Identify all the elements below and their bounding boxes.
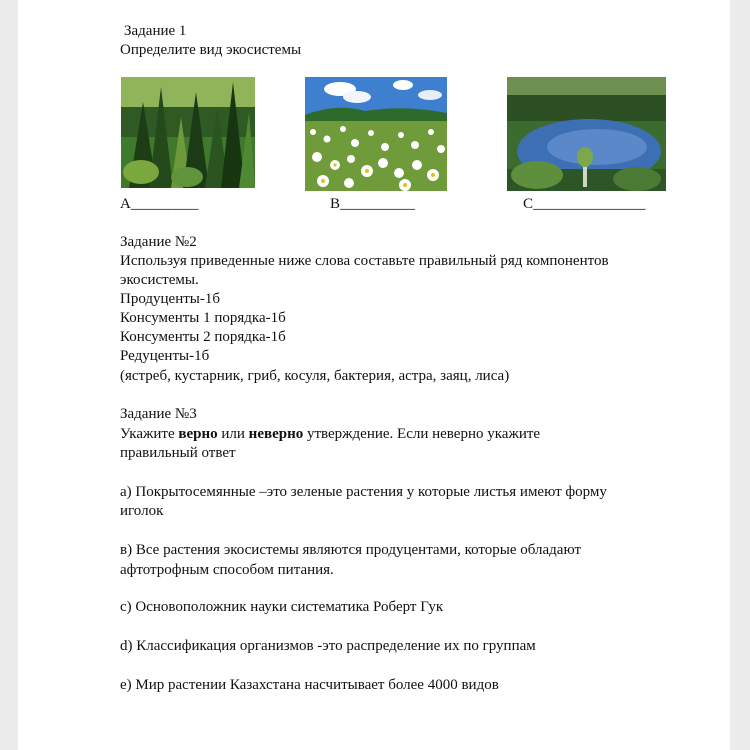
task2-item-consumers1: Консументы 1 порядка-1б: [120, 310, 286, 326]
task2-item-decomposers: Редуценты-1б: [120, 348, 210, 364]
task2-instruction-line2: экосистемы.: [120, 272, 199, 288]
task1-title: Задание 1: [124, 23, 187, 39]
answer-label-a: A_________: [120, 196, 199, 212]
task3-intro-line2: правильный ответ: [120, 445, 236, 461]
statement-e: е) Мир растении Казахстана насчитывает более 4000 видов: [120, 677, 499, 693]
daisy-meadow-image: [305, 77, 447, 191]
conifer-forest-image: [121, 77, 255, 188]
statement-d: d) Классификация организмов -это распределение их по группам: [120, 638, 536, 654]
statement-b-line2: афтотрофным способом питания.: [120, 562, 334, 578]
statement-a-line2: иголок: [120, 503, 164, 519]
statement-a-line1: а) Покрытосемянные –это зеленые растения у которые листья имеют форму: [120, 484, 607, 500]
document-page: [18, 0, 730, 750]
forest-lake-image: [507, 77, 666, 191]
task2-item-consumers2: Консументы 2 порядка-1б: [120, 329, 286, 345]
statement-b-line1: в) Все растения экосистемы являются продуцентами, которые обладают: [120, 542, 582, 558]
task1-instruction: Определите вид экосистемы: [120, 42, 302, 58]
task3-intro-line1: Укажите верно или неверно утверждение. Если неверно укажите: [120, 426, 541, 442]
task2-title: Задание №2: [120, 234, 197, 250]
answer-label-b: B__________: [330, 196, 416, 212]
answer-label-c: C_______________: [523, 196, 646, 212]
task3-title: Задание №3: [120, 406, 197, 422]
task2-item-producers: Продуценты-1б: [120, 291, 221, 307]
task2-instruction-line1: Используя приведенные ниже слова составьте правильный ряд компонентов: [120, 253, 609, 269]
task2-word-list: (ястреб, кустарник, гриб, косуля, бактерия, астра, заяц, лиса): [120, 368, 510, 384]
statement-c: c) Основоположник науки систематика Роберт Гук: [120, 599, 444, 615]
